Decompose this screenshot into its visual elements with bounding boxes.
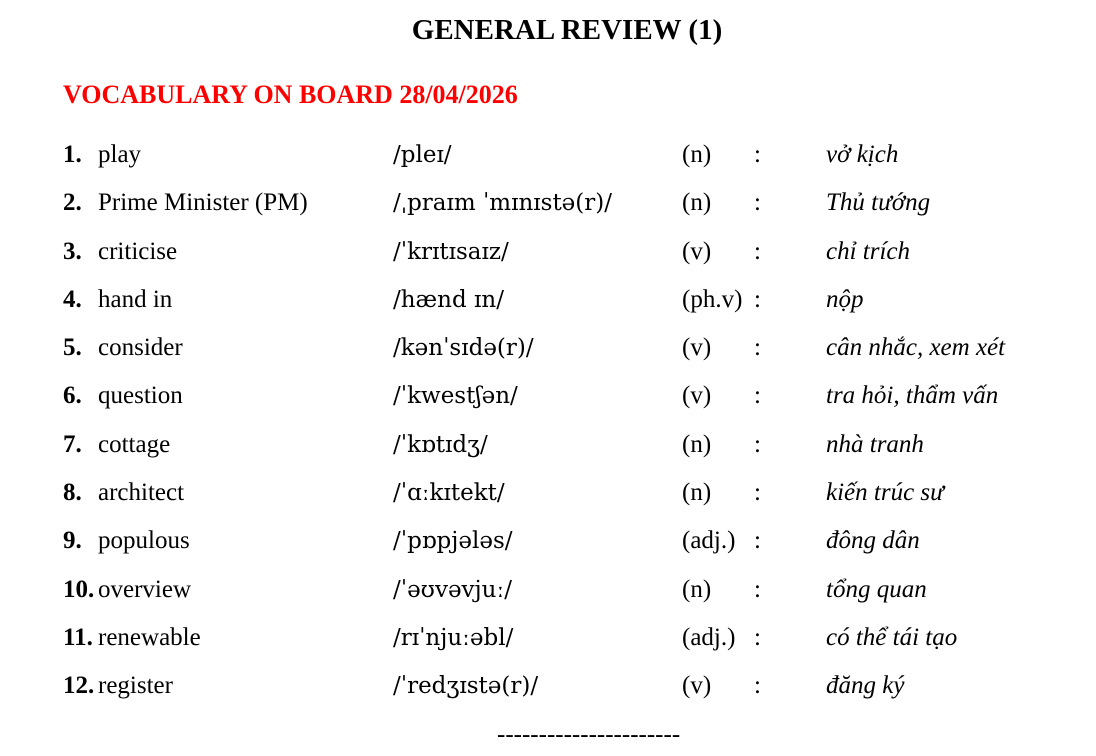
pronunciation: /ˈɑːkɪtekt/ xyxy=(393,480,505,507)
vocab-word: overview xyxy=(98,575,192,603)
part-of-speech: (v) xyxy=(682,237,712,265)
part-of-speech: (v) xyxy=(682,672,712,700)
vocab-row xyxy=(0,136,1096,184)
item-number: 11. xyxy=(63,623,93,651)
vocab-word: consider xyxy=(98,334,183,362)
vocab-word: hand in xyxy=(98,285,173,313)
separator: : xyxy=(754,430,761,458)
meaning: đông dân xyxy=(826,527,920,555)
pronunciation: /rɪˈnjuːəbl/ xyxy=(393,624,514,651)
vocab-word: architect xyxy=(98,479,185,507)
part-of-speech: (n) xyxy=(682,575,712,603)
item-number: 5. xyxy=(63,334,82,362)
item-number: 7. xyxy=(63,430,82,458)
pronunciation: /pleɪ/ xyxy=(393,142,452,168)
vocab-word: populous xyxy=(98,527,190,555)
part-of-speech: (adj.) xyxy=(682,527,736,555)
meaning: kiến trúc sư xyxy=(826,479,944,507)
meaning: đăng ký xyxy=(826,672,905,700)
meaning: có thể tái tạo xyxy=(826,623,958,651)
meaning: vở kịch xyxy=(826,141,899,168)
pronunciation: /ˈəʊvəvjuː/ xyxy=(393,576,512,603)
separator: : xyxy=(754,623,761,651)
pronunciation: /hænd ɪn/ xyxy=(393,286,504,313)
vocab-row xyxy=(0,667,1096,715)
part-of-speech: (n) xyxy=(682,141,712,168)
pronunciation: /ˈkwestʃən/ xyxy=(393,383,518,410)
vocab-word: renewable xyxy=(98,623,201,651)
item-number: 12. xyxy=(63,672,95,700)
part-of-speech: (v) xyxy=(682,334,712,362)
part-of-speech: (v) xyxy=(682,382,712,410)
vocab-row xyxy=(0,281,1096,329)
part-of-speech: (ph.v) xyxy=(682,285,743,313)
item-number: 3. xyxy=(63,237,82,265)
vocab-row xyxy=(0,619,1096,667)
pronunciation: /ˈkɒtɪdʒ/ xyxy=(393,431,488,458)
page-title: GENERAL REVIEW (1) xyxy=(411,14,723,46)
separator: : xyxy=(754,141,761,168)
vocab-row xyxy=(0,474,1096,522)
section-heading: VOCABULARY ON BOARD 28/04/2026 xyxy=(63,80,518,109)
meaning: Thủ tướng xyxy=(826,189,931,217)
separator: : xyxy=(754,334,761,362)
separator: : xyxy=(754,285,761,313)
meaning: cân nhắc, xem xét xyxy=(826,334,1006,362)
pronunciation: /ˈpɒpjələs/ xyxy=(393,528,513,555)
meaning: tra hỏi, thẩm vấn xyxy=(826,382,999,410)
vocab-row xyxy=(0,184,1096,232)
pronunciation: /ˈredʒɪstə(r)/ xyxy=(393,673,539,700)
pronunciation: /ˌpraɪm ˈmɪnɪstə(r)/ xyxy=(393,190,612,217)
item-number: 9. xyxy=(63,527,82,555)
meaning: nhà tranh xyxy=(826,430,924,458)
item-number: 6. xyxy=(63,382,82,410)
vocab-row xyxy=(0,571,1096,619)
vocab-row xyxy=(0,522,1096,570)
meaning: tổng quan xyxy=(826,575,927,603)
vocab-row xyxy=(0,426,1096,474)
vocab-word: play xyxy=(98,141,142,168)
separator: : xyxy=(754,382,761,410)
item-number: 1. xyxy=(63,141,82,168)
vocabulary-list xyxy=(0,136,1096,716)
vocab-row xyxy=(0,377,1096,425)
vocab-word: Prime Minister (PM) xyxy=(98,189,308,217)
section-divider: ---------------------- xyxy=(497,721,681,748)
item-number: 4. xyxy=(63,285,82,313)
vocab-word: question xyxy=(98,382,183,410)
separator: : xyxy=(754,575,761,603)
vocab-word: criticise xyxy=(98,237,178,265)
separator: : xyxy=(754,479,761,507)
pronunciation: /ˈkrɪtɪsaɪz/ xyxy=(393,238,509,265)
vocab-row xyxy=(0,329,1096,377)
part-of-speech: (n) xyxy=(682,479,712,507)
separator: : xyxy=(754,189,761,217)
pronunciation: /kənˈsɪdə(r)/ xyxy=(393,335,534,362)
separator: : xyxy=(754,237,761,265)
item-number: 8. xyxy=(63,479,82,507)
item-number: 2. xyxy=(63,189,82,217)
vocab-row xyxy=(0,233,1096,281)
separator: : xyxy=(754,672,761,700)
part-of-speech: (n) xyxy=(682,189,712,217)
part-of-speech: (n) xyxy=(682,430,712,458)
vocab-word: cottage xyxy=(98,430,171,458)
meaning: chỉ trích xyxy=(826,237,911,265)
separator: : xyxy=(754,527,761,555)
meaning: nộp xyxy=(826,285,864,313)
item-number: 10. xyxy=(63,575,95,603)
vocab-word: register xyxy=(98,672,173,700)
part-of-speech: (adj.) xyxy=(682,623,736,651)
